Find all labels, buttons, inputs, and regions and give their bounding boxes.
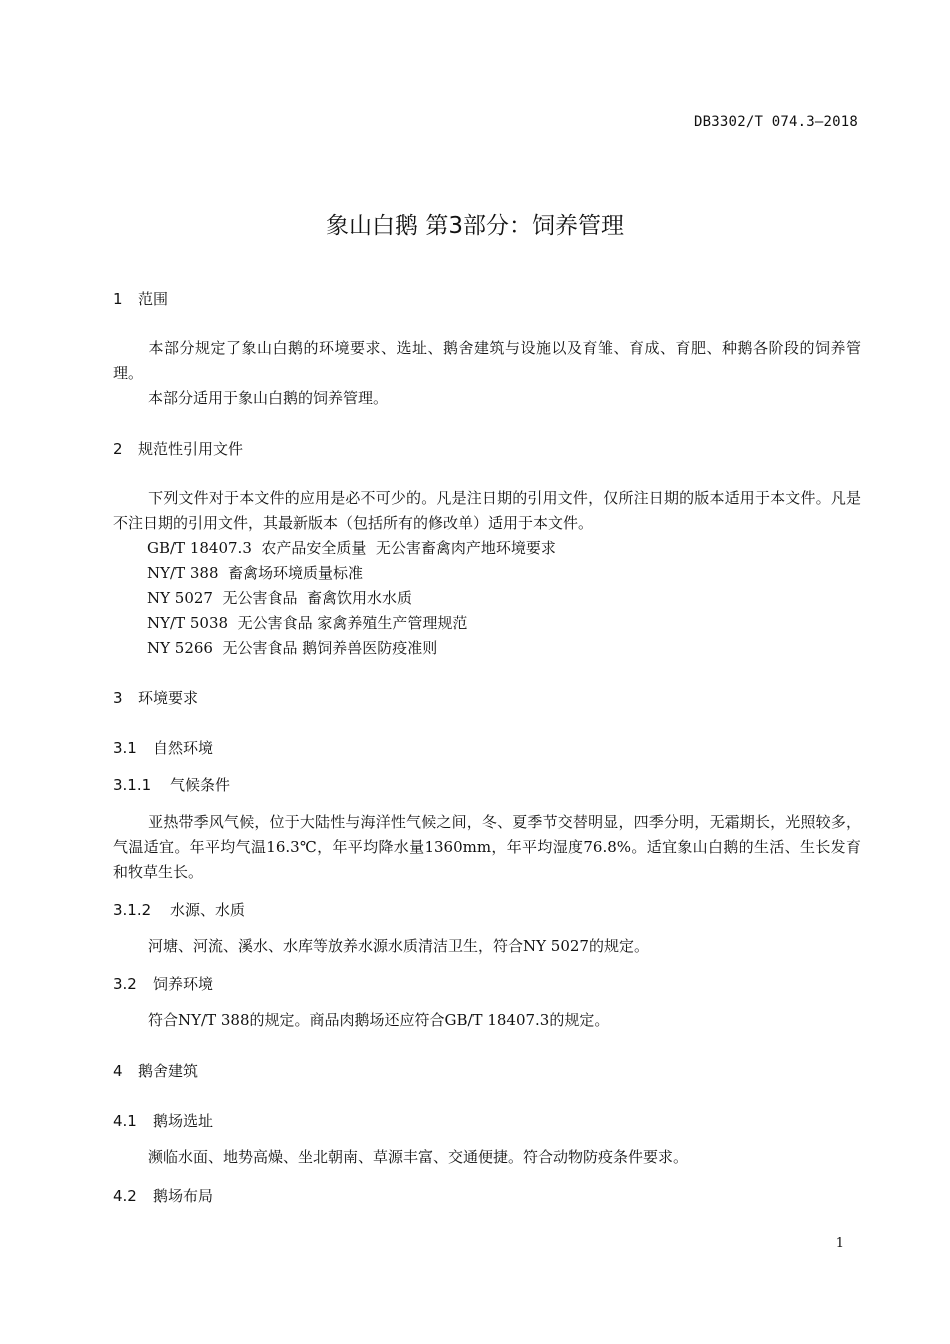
heading-text: 鹅场布局 bbox=[153, 1187, 214, 1205]
document-title: 象山白鹅 第3部分：饲养管理 bbox=[326, 213, 624, 239]
heading-farm-layout bbox=[113, 1185, 213, 1206]
heading-natural-environment bbox=[113, 737, 213, 758]
heading-number: 3.2 bbox=[113, 975, 137, 993]
heading-goose-house bbox=[113, 1060, 198, 1081]
heading-scope bbox=[113, 288, 168, 309]
heading-text: 鹅舍建筑 bbox=[138, 1062, 199, 1080]
climate-paragraph: 亚热带季风气候，位于大陆性与海洋性气候之间，冬、夏季节交替明显，四季分明，无霜期长，光照较多，气温适宜。年平均气温16.3℃，年平均降水量1360mm，年平均湿度76.8%。适宜象山白鹅的生活、生长发育和牧草生长。 bbox=[113, 813, 861, 881]
heading-number: 4 bbox=[113, 1062, 123, 1080]
site-selection-paragraph: 濒临水面、地势高燥、坐北朝南、草源丰富、交通便捷。符合动物防疫条件要求。 bbox=[148, 1148, 689, 1166]
heading-text: 鹅场选址 bbox=[153, 1112, 214, 1130]
standard-code: DB3302/T 074.3—2018 bbox=[694, 114, 858, 130]
reference-item: NY 5266 无公害食品 鹅饲养兽医防疫准则 bbox=[147, 639, 438, 657]
page-number: 1 bbox=[835, 1236, 844, 1251]
heading-number: 4.1 bbox=[113, 1112, 137, 1130]
heading-text: 气候条件 bbox=[170, 776, 231, 794]
heading-normative-references bbox=[113, 438, 243, 459]
heading-text: 水源、水质 bbox=[170, 901, 246, 919]
scope-paragraph-1: 本部分规定了象山白鹅的环境要求、选址、鹅舍建筑与设施以及育雏、育成、育肥、种鹅各阶段的饲养管理。 bbox=[113, 339, 861, 382]
heading-number: 3 bbox=[113, 689, 123, 707]
heading-text: 范围 bbox=[138, 290, 169, 308]
heading-climate bbox=[113, 774, 230, 795]
heading-number: 3.1.2 bbox=[113, 901, 152, 919]
heading-text: 饲养环境 bbox=[153, 975, 214, 993]
scope-paragraph-2: 本部分适用于象山白鹅的饲养管理。 bbox=[148, 389, 389, 407]
water-paragraph: 河塘、河流、溪水、水库等放养水源水质清洁卫生，符合NY 5027的规定。 bbox=[148, 937, 649, 955]
reference-item: NY/T 5038 无公害食品 家禽养殖生产管理规范 bbox=[147, 614, 468, 632]
heading-text: 规范性引用文件 bbox=[138, 440, 244, 458]
heading-number: 2 bbox=[113, 440, 123, 458]
heading-raising-environment bbox=[113, 973, 213, 994]
heading-number: 4.2 bbox=[113, 1187, 137, 1205]
reference-item: GB/T 18407.3 农产品安全质量 无公害畜禽肉产地环境要求 bbox=[147, 539, 556, 557]
references-intro-paragraph: 下列文件对于本文件的应用是必不可少的。凡是注日期的引用文件，仅所注日期的版本适用于本文件。凡是不注日期的引用文件，其最新版本（包括所有的修改单）适用于本文件。 bbox=[113, 489, 861, 532]
heading-text: 自然环境 bbox=[153, 739, 214, 757]
heading-environment bbox=[113, 687, 198, 708]
raising-environment-paragraph: 符合NY/T 388的规定。商品肉鹅场还应符合GB/T 18407.3的规定。 bbox=[148, 1011, 610, 1029]
heading-site-selection bbox=[113, 1110, 213, 1131]
reference-item: NY 5027 无公害食品 畜禽饮用水水质 bbox=[147, 589, 413, 607]
heading-text: 环境要求 bbox=[138, 689, 199, 707]
heading-number: 3.1.1 bbox=[113, 776, 152, 794]
heading-number: 3.1 bbox=[113, 739, 137, 757]
heading-water-source bbox=[113, 899, 245, 920]
heading-number: 1 bbox=[113, 290, 123, 308]
reference-item: NY/T 388 畜禽场环境质量标准 bbox=[147, 564, 364, 582]
